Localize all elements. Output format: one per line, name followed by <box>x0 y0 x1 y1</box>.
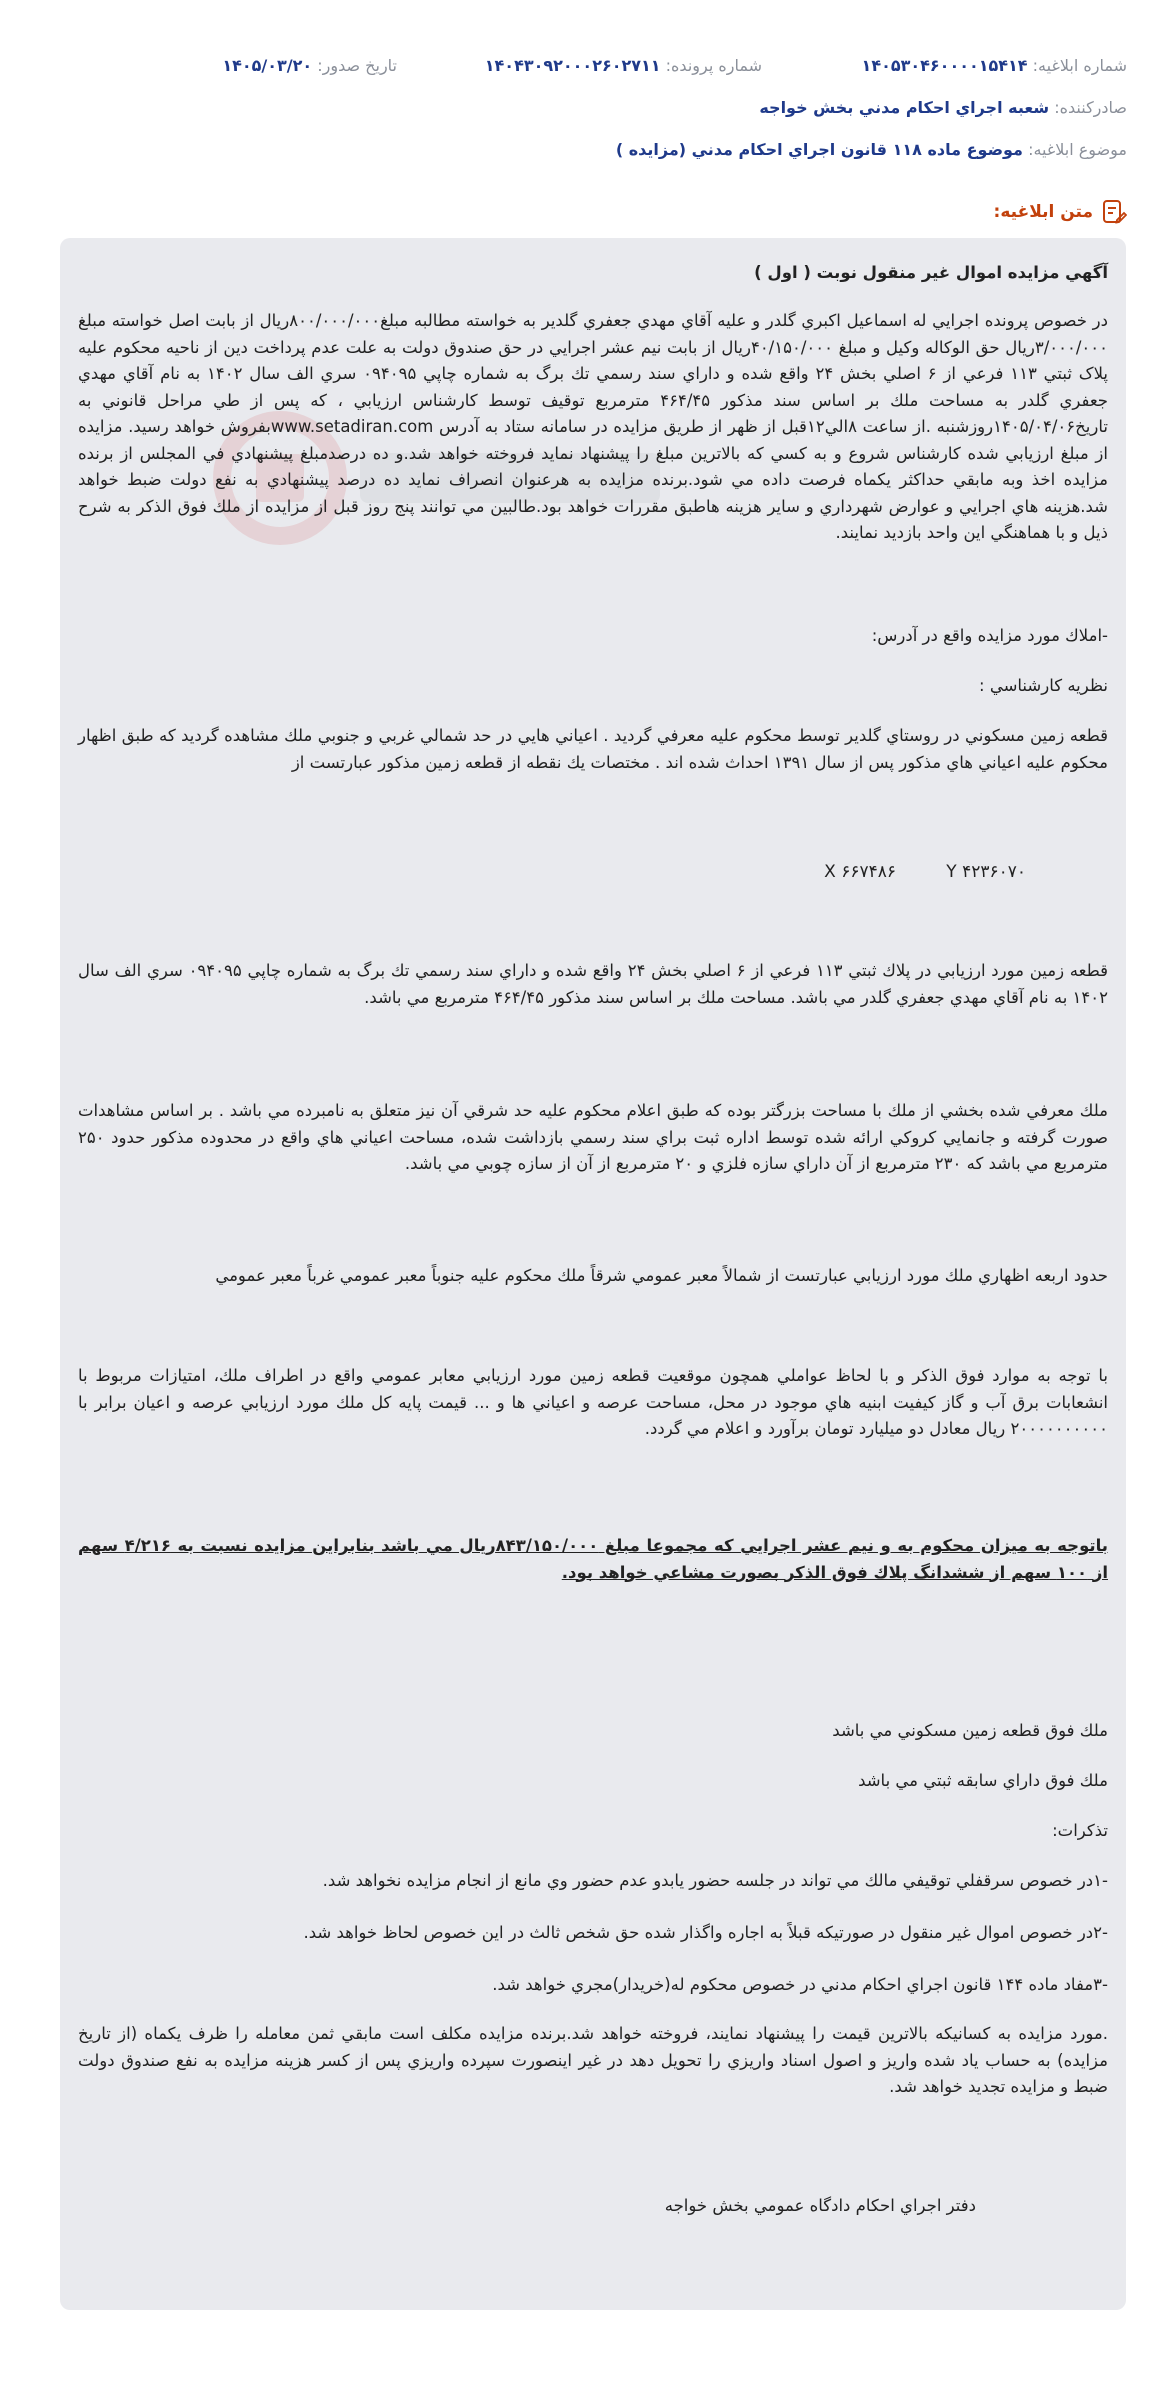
issue-date-label: تاريخ صدور: <box>317 56 397 75</box>
notice-text-title: متن ابلاغيه: <box>993 202 1093 222</box>
notice-meta-row <box>47 56 1127 86</box>
subject-label: موضوع ابلاغيه: <box>1028 140 1127 159</box>
subject-value: موضوع ماده ۱۱۸ قانون اجراي احكام مدني (مزايده ) <box>615 140 1023 159</box>
valuation-paragraph: با توجه به موارد فوق الذكر و با لحاظ عواملي همچون موقعيت قطعه زمين مورد ارزيابي معابر عمومي واقع در اطراف ملك، امتيازات مربوط با انشعابات برق آب و گاز كيفيت ابنيه هاي موجود در محل، مساحت عرصه و اعياني ها و ... قيمت پايه كل ملك مورد ارزيابي عرصه و اعيان برابر با ۲۰۰۰۰۰۰۰۰۰۰ ريال معادل دو ميليارد تومان برآورد و اعلام مي گردد. <box>78 1366 1108 1438</box>
auction-heading: آگهي مزايده اموال غير منقول نوبت ( اول ) <box>754 263 1108 282</box>
issuer-row <box>759 98 1127 117</box>
issuer-label: صادرکننده: <box>1054 98 1127 117</box>
case-number-label: شماره پرونده: <box>665 56 762 75</box>
property-type-line: ملك فوق قطعه زمين مسكوني مي باشد <box>832 1721 1108 1740</box>
expert-paragraph: قطعه زمين مسكوني در روستاي گلدير توسط محكوم عليه معرفي گرديد . اعياني هايي در حد شمالي غربي و جنوبي ملك مشاهده گرديد كه طبق اظهار محكوم عليه اعياني هاي مذكور پس از سال ۱۳۹۱ احداث شده اند . مختصات يك نقطه از قطعه زمين مذكور عبارتست از <box>78 726 1108 772</box>
note-3: -۳مفاد ماده ۱۴۴ قانون اجراي احكام مدني در خصوص محكوم له(خريدار)مجري خواهد شد. <box>492 1975 1108 1994</box>
case-number-value: ۱۴۰۴۳۰۹۲۰۰۰۲۶۰۲۷۱۱ <box>484 56 661 75</box>
subject-row <box>616 140 1127 159</box>
expert-opinion-title: نظريه كارشناسي : <box>979 676 1108 695</box>
note-1: -۱در خصوص سرقفلي توقيفي مالك مي تواند در جلسه حضور يابدو عدم حضور وي مانع از انجام مزايده نخواهد شد. <box>322 1871 1108 1890</box>
notice-number <box>862 56 1127 75</box>
notice-text-heading <box>994 198 1127 226</box>
notice-body <box>60 238 1126 2310</box>
property-paragraph: ملك معرفي شده بخشي از ملك با مساحت بزرگتر بوده كه طبق اعلام محكوم عليه حد شرقي آن نيز متعلق به نامبرده مي باشد . بر اساس مشاهدات صورت گرفته و جانمايي كروكي ارائه شده توسط اداره ثبت براي سند رسمي بازداشت شده، مساحت اعياني هاي واقع در محدوده مذكور حدود ۲۵۰ مترمربع مي باشد كه ۲۳۰ مترمربع از آن داراي سازه فلزي و ۲۰ مترمربع از آن از سازه چوبي مي باشد. <box>78 1101 1108 1173</box>
coordinate-y: Y ۴۲۳۶۰۷۰ <box>946 862 1026 882</box>
boundaries-paragraph: حدود اربعه اظهاري ملك مورد ارزيابي عبارتست از شمالاً معبر عمومي شرقاً ملك محكوم عليه جنوباً معبر عمومي غرباً معبر عمومي <box>215 1266 1108 1285</box>
land-paragraph: قطعه زمين مورد ارزيابي در پلاك ثبتي ۱۱۳ فرعي از ۶ اصلي بخش ۲۴ واقع شده و داراي سند رسمي تك برگ به شماره چاپي ۰۹۴۰۹۵ سري الف سال ۱۴۰۲ به نام آقاي مهدي جعفري گلدر مي باشد. مساحت ملك بر اساس سند مذكور ۴۶۴/۴۵ مترمربع مي باشد. <box>78 961 1109 1007</box>
auction-paragraph-1: در خصوص پرونده اجرايي له اسماعيل اكبري گلدر و عليه آقاي مهدي جعفري گلدير به خواسته مطالبه مبلغ۸۰۰/۰۰۰/۰۰۰ريال از بابت اصل خواسته مبلغ ۳/۰۰۰/۰۰۰ريال حق الوكاله وكيل و مبلغ ۴۰/۱۵۰/۰۰۰ريال از بابت نيم عشر اجرايي در حق صندوق دولت به علت عدم پرداخت دين از ناحيه محكوم عليه پلاک ثبتي ۱۱۳ فرعي از ۶ اصلي بخش ۲۴ واقع شده و داراي سند رسمي تك برگ به شماره چاپي ۰۹۴۰۹۵ سري الف سال ۱۴۰۲ به نام آقاي مهدي جعفري گلدر به مساحت ملك بر اساس سند مذكور ۴۶۴/۴۵ مترمربع توقيف توسط كارشناس ارزيابي ، كه پس از طي مراحل قانوني به تاريخ۱۴۰۵/۰۴/۰۶روزشنبه .از ساعت ۸الي۱۲قبل از ظهر از طريق مزايده در سامانه ستاد به آدرس www.setadiran.comبفروش خواهد رسيد. مزايده از مبلغ ارزيابي شده كارشناس شروع و به كسي كه بالاترين مبلغ را پيشنهاد نمايد فروخته خواهد شد.و ده درصدمبلغ پيشنهادي في المجلس از برنده مزايده اخذ وبه مابقي حداكثر يكماه فرصت داده مي شود.برنده مزايده به هرعنوان انصراف نمايد ده درصد پيشنهادي به نفع دولت ضبط خواهد شد.هزينه هاي اجرايي و عوارض شهرداري و ساير هزينه هاطبق مقررات خواهد بود.طالبين مي توانند پنج روز قبل از مزايده از ملك فوق الذكر به شرح ذيل و با هماهنگي اين واحد بازديد نمايند. <box>78 311 1109 542</box>
signature: دفتر اجراي احكام دادگاه عمومي بخش خواجه <box>664 2196 976 2215</box>
share-paragraph: باتوجه به ميزان محكوم به و نيم عشر اجرايي كه مجموعا مبلغ ۸۴۳/۱۵۰/۰۰۰ريال مي باشد بنابراين مزايده نسبت به ۴/۲۱۶ سهم از ۱۰۰ سهم از ششدانگ پلاك فوق الذكر بصورت مشاعي خواهد بود. <box>78 1536 1108 1582</box>
issue-date <box>222 56 397 75</box>
notice-number-value: ۱۴۰۵۳۰۴۶۰۰۰۰۱۵۴۱۴ <box>861 56 1028 75</box>
notes-title: تذكرات: <box>1052 1821 1108 1840</box>
document-edit-icon <box>1101 198 1127 226</box>
address-line: -املاك مورد مزايده واقع در آدرس: <box>871 626 1108 645</box>
issue-date-value: ۱۴۰۵/۰۳/۲۰ <box>222 56 313 75</box>
payment-paragraph: .مورد مزايده به كسانيكه بالاترين قيمت را پيشنهاد نمايند، فروخته خواهد شد.برنده مزايده مكلف است مابقي ثمن معامله را ظرف يكماه (از تاريخ مزايده) به حساب ياد شده واريز و اصول اسناد واريزي را تحويل دهد در غير اينصورت سپرده واريزي پس از كسر هزينه مزايده به نفع صندوق دولت ضبط و مزايده تجديد خواهد شد. <box>78 2024 1108 2096</box>
case-number <box>485 56 762 75</box>
issuer-value: شعبه اجراي احکام مدني بخش خواجه <box>759 98 1050 117</box>
coordinate-x: X ۶۶۷۴۸۶ <box>824 862 896 882</box>
notice-number-label: شماره ابلاغيه: <box>1032 56 1127 75</box>
registration-line: ملك فوق داراي سابقه ثبتي مي باشد <box>858 1771 1108 1790</box>
note-2: -۲در خصوص اموال غير منقول در صورتيكه قبلاً به اجاره واگذار شده حق شخص ثالث در اين خصوص لحاظ خواهد شد. <box>303 1923 1108 1942</box>
